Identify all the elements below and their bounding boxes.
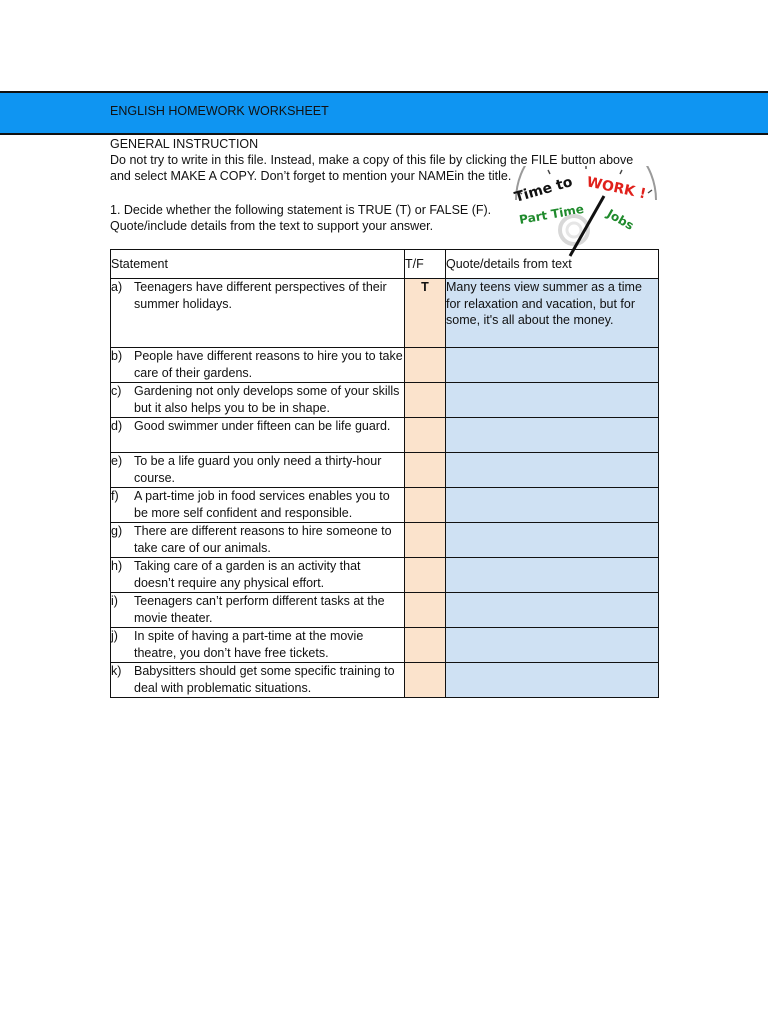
statement-text: To be a life guard you only need a thirty-hour course. bbox=[134, 454, 382, 485]
quote-answer-cell[interactable] bbox=[446, 418, 659, 453]
statements-table bbox=[110, 249, 659, 698]
quote-answer-cell[interactable] bbox=[446, 663, 659, 698]
tf-answer-cell[interactable] bbox=[405, 348, 446, 383]
instruction-line-2: and select MAKE A COPY. Don’t forget to mention your NAMEin the title. bbox=[110, 169, 512, 183]
statement-letter: e) bbox=[111, 454, 123, 468]
header-tf: T/F bbox=[405, 250, 446, 279]
quote-answer-cell[interactable] bbox=[446, 383, 659, 418]
tf-answer-cell[interactable] bbox=[405, 663, 446, 698]
statement-text: People have different reasons to hire you to take care of their gardens. bbox=[134, 349, 403, 380]
table-row bbox=[111, 663, 659, 698]
table-row bbox=[111, 593, 659, 628]
statement-text: Good swimmer under fifteen can be life guard. bbox=[134, 419, 391, 433]
quote-answer-cell[interactable] bbox=[446, 348, 659, 383]
table-row bbox=[111, 558, 659, 593]
tf-answer-cell[interactable] bbox=[405, 593, 446, 628]
statement-letter: c) bbox=[111, 384, 122, 398]
table-row bbox=[111, 628, 659, 663]
quote-answer-cell[interactable] bbox=[446, 453, 659, 488]
statement-cell bbox=[111, 628, 405, 663]
quote-answer-cell[interactable]: Many teens view summer as a time for relaxation and vacation, but for some, it's all about the money. bbox=[446, 279, 659, 348]
statement-text: Gardening not only develops some of your skills but it also helps you to be in shape. bbox=[134, 384, 400, 415]
task-line-2: Quote/include details from the text to support your answer. bbox=[110, 219, 434, 233]
statement-cell bbox=[111, 523, 405, 558]
tf-answer-cell[interactable] bbox=[405, 488, 446, 523]
statement-text: A part-time job in food services enables you to be more self confident and responsible. bbox=[134, 489, 390, 520]
tf-answer-cell[interactable] bbox=[405, 418, 446, 453]
header-statement: Statement bbox=[111, 250, 405, 279]
tf-answer-cell[interactable] bbox=[405, 628, 446, 663]
statement-cell bbox=[111, 383, 405, 418]
statement-cell bbox=[111, 663, 405, 698]
table-header-row bbox=[111, 250, 659, 279]
statement-letter: a) bbox=[111, 280, 123, 294]
table-row bbox=[111, 488, 659, 523]
tf-answer-cell[interactable] bbox=[405, 558, 446, 593]
quote-answer-cell[interactable] bbox=[446, 523, 659, 558]
statement-letter: d) bbox=[111, 419, 123, 433]
time-to-work-logo bbox=[510, 166, 660, 262]
header-band bbox=[0, 91, 768, 135]
quote-answer-cell[interactable] bbox=[446, 628, 659, 663]
instruction-heading: GENERAL INSTRUCTION bbox=[110, 137, 259, 151]
statement-letter: f) bbox=[111, 489, 119, 503]
svg-text:WORK !: WORK ! bbox=[585, 174, 648, 203]
svg-text:Jobs: Jobs bbox=[604, 206, 637, 233]
statement-letter: h) bbox=[111, 559, 123, 573]
statement-text: Babysitters should get some specific training to deal with problematic situations. bbox=[134, 664, 395, 695]
statement-text: Teenagers have different perspectives of their summer holidays. bbox=[134, 280, 387, 311]
tf-answer-cell[interactable] bbox=[405, 523, 446, 558]
statement-cell bbox=[111, 488, 405, 523]
table-row bbox=[111, 418, 659, 453]
table-row bbox=[111, 279, 659, 348]
statement-text: Teenagers can’t perform different tasks at the movie theater. bbox=[134, 594, 385, 625]
tf-answer-cell[interactable]: T bbox=[405, 279, 446, 348]
worksheet-title: ENGLISH HOMEWORK WORKSHEET bbox=[110, 104, 329, 118]
statement-cell bbox=[111, 593, 405, 628]
tf-answer-cell[interactable] bbox=[405, 453, 446, 488]
statement-letter: g) bbox=[111, 524, 123, 538]
svg-text:Part Time: Part Time bbox=[518, 201, 585, 227]
statement-letter: i) bbox=[111, 594, 118, 608]
header-quote: Quote/details from text bbox=[446, 250, 659, 279]
statement-letter: b) bbox=[111, 349, 123, 363]
statement-cell bbox=[111, 418, 405, 453]
statement-text: Taking care of a garden is an activity that doesn’t require any physical effort. bbox=[134, 559, 361, 590]
statement-text: There are different reasons to hire someone to take care of our animals. bbox=[134, 524, 392, 555]
statement-cell bbox=[111, 558, 405, 593]
statement-letter: k) bbox=[111, 664, 122, 678]
quote-answer-cell[interactable] bbox=[446, 558, 659, 593]
table-row bbox=[111, 383, 659, 418]
quote-answer-cell[interactable] bbox=[446, 488, 659, 523]
statement-text: In spite of having a part-time at the movie theatre, you don’t have free tickets. bbox=[134, 629, 364, 660]
table-row bbox=[111, 453, 659, 488]
statement-cell bbox=[111, 348, 405, 383]
statement-cell bbox=[111, 279, 405, 348]
svg-text:Time to: Time to bbox=[512, 174, 575, 206]
task-line-1: 1. Decide whether the following statement is TRUE (T) or FALSE (F). bbox=[110, 203, 492, 217]
statement-cell bbox=[111, 453, 405, 488]
statement-letter: j) bbox=[111, 629, 118, 643]
table-row bbox=[111, 348, 659, 383]
tf-answer-cell[interactable] bbox=[405, 383, 446, 418]
instruction-line-1: Do not try to write in this file. Instead, make a copy of this file by clicking the FILE button above bbox=[110, 153, 634, 167]
table-row bbox=[111, 523, 659, 558]
quote-answer-cell[interactable] bbox=[446, 593, 659, 628]
